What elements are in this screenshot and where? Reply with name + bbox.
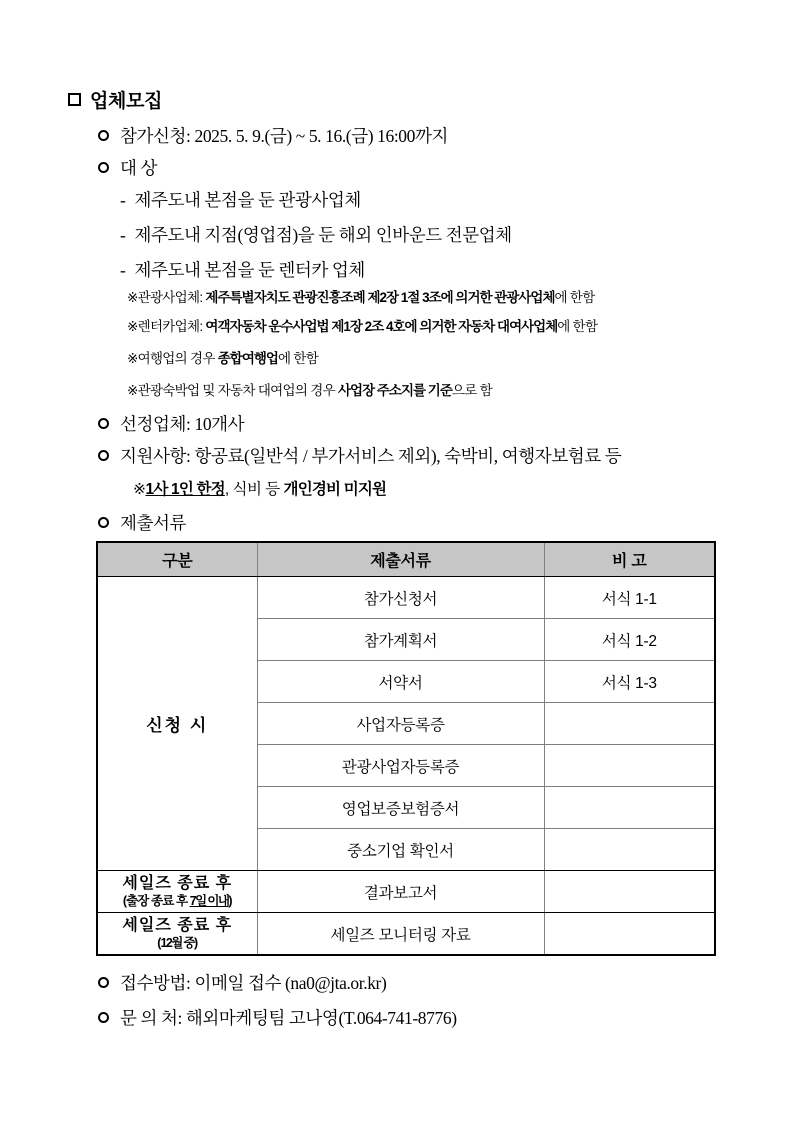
remark bbox=[544, 787, 715, 829]
target-entry-1 bbox=[120, 187, 361, 212]
circle-bullet-icon bbox=[98, 977, 109, 988]
target-entry-3-text: 제주도내 본점을 둔 렌터카 업체 bbox=[134, 260, 365, 280]
circle-bullet-icon bbox=[98, 450, 109, 461]
list-item-documents bbox=[98, 510, 186, 535]
page-title-text: 업체모집 bbox=[90, 91, 163, 112]
support-note-mid: , 식비 등 bbox=[224, 481, 284, 498]
circle-bullet-icon bbox=[98, 418, 109, 429]
stage-sub-post: ) bbox=[228, 893, 232, 908]
support-note-emphasis: 1사 1인 한정 bbox=[145, 481, 225, 498]
submission-documents-table bbox=[96, 541, 716, 956]
stage-sub-text bbox=[98, 936, 257, 950]
note-3-suffix: 에 한함 bbox=[277, 351, 319, 366]
circle-bullet-icon bbox=[98, 517, 109, 528]
support-label: 지원사항: bbox=[120, 446, 191, 466]
square-bullet-icon bbox=[68, 93, 81, 106]
list-item-selected-companies bbox=[98, 411, 244, 436]
note-1-suffix: 에 한함 bbox=[554, 290, 595, 305]
document-name: 참가신청서 bbox=[257, 577, 544, 619]
contact-value: 해외마케팅팀 고나영(T.064-741-8776) bbox=[185, 1008, 457, 1028]
target-entry-2-text: 제주도내 지점(영업점)을 둔 해외 인바운드 전문업체 bbox=[134, 225, 512, 245]
submission-method-label: 접수방법: bbox=[120, 973, 191, 993]
note-2-suffix: 에 한함 bbox=[557, 319, 598, 334]
note-1-prefix: ※관광사업체: bbox=[127, 290, 206, 305]
document-name: 참가계획서 bbox=[257, 619, 544, 661]
selected-companies-label: 선정업체: bbox=[120, 414, 191, 434]
application-period-value: 2025. 5. 9.(금) ~ 5. 16.(금) 16:00까지 bbox=[194, 126, 449, 146]
note-3-bold: 종합여행업 bbox=[217, 351, 278, 366]
circle-bullet-icon bbox=[98, 1012, 109, 1023]
note-1 bbox=[127, 286, 595, 306]
note-2 bbox=[127, 315, 597, 335]
list-item-contact bbox=[98, 1005, 457, 1030]
table-body bbox=[97, 577, 715, 956]
support-value: 항공료(일반석 / 부가서비스 제외), 숙박비, 여행자보험료 등 bbox=[194, 446, 622, 466]
note-4 bbox=[127, 379, 492, 399]
remark: 서식 1-2 bbox=[544, 619, 715, 661]
remark: 서식 1-1 bbox=[544, 577, 715, 619]
table-header-remarks: 비 고 bbox=[544, 542, 715, 577]
document-name: 결과보고서 bbox=[257, 871, 544, 913]
document-name: 관광사업자등록증 bbox=[257, 745, 544, 787]
note-4-prefix: ※관광숙박업 및 자동차 대여업의 경우 bbox=[127, 383, 338, 398]
stage-sub-pre: (출장 종료 후 bbox=[122, 893, 190, 908]
stage-main-text: 세일즈 종료 후 bbox=[122, 917, 233, 935]
remark bbox=[544, 871, 715, 913]
note-1-bold: 제주특별자치도 관광진흥조례 제2장 1절 3조에 의거한 관광사업체 bbox=[205, 290, 555, 305]
support-note-prefix: ※ bbox=[133, 481, 146, 498]
circle-bullet-icon bbox=[98, 130, 109, 141]
table-row bbox=[97, 913, 715, 956]
note-3 bbox=[127, 347, 318, 367]
remark: 서식 1-3 bbox=[544, 661, 715, 703]
table-row bbox=[97, 871, 715, 913]
note-3-prefix: ※여행업의 경우 bbox=[127, 351, 218, 366]
document-name: 서약서 bbox=[257, 661, 544, 703]
stage-cell-after-sales-2 bbox=[97, 913, 257, 956]
stage-sub-text bbox=[98, 894, 257, 908]
stage-sub-post: ) bbox=[194, 935, 198, 950]
stage-sub-emphasis: 7일 이내 bbox=[189, 893, 229, 908]
target-entry-1-text: 제주도내 본점을 둔 관광사업체 bbox=[134, 190, 361, 210]
support-note bbox=[133, 477, 386, 499]
remark bbox=[544, 745, 715, 787]
note-2-bold: 여객자동차 운수사업법 제1장 2조 4호에 의거한 자동차 대여사업체 bbox=[205, 319, 558, 334]
document-name: 사업자등록증 bbox=[257, 703, 544, 745]
remark bbox=[544, 829, 715, 871]
table-header-category: 구분 bbox=[97, 542, 257, 577]
contact-label: 문 의 처: bbox=[120, 1008, 182, 1028]
dash-marker: - bbox=[120, 190, 126, 210]
note-4-suffix: 으로 함 bbox=[451, 383, 492, 398]
table-header-documents: 제출서류 bbox=[257, 542, 544, 577]
list-item-submission-method bbox=[98, 970, 386, 995]
stage-cell-apply: 신청 시 bbox=[97, 577, 257, 871]
list-item-application-period bbox=[98, 123, 448, 148]
list-item-target bbox=[98, 155, 157, 180]
stage-sub-emphasis: 12월 중 bbox=[160, 935, 195, 950]
table-header-row bbox=[97, 542, 715, 577]
dash-marker: - bbox=[120, 225, 126, 245]
submission-method-value: 이메일 접수 (na0@jta.or.kr) bbox=[194, 973, 387, 993]
document-name: 영업보증보험증서 bbox=[257, 787, 544, 829]
support-note-bold: 개인경비 미지원 bbox=[283, 481, 387, 498]
stage-cell-after-sales-1 bbox=[97, 871, 257, 913]
remark bbox=[544, 913, 715, 956]
table-row bbox=[97, 577, 715, 619]
dash-marker: - bbox=[120, 260, 126, 280]
page-title bbox=[68, 86, 162, 113]
note-4-bold: 사업장 주소지를 기준 bbox=[337, 383, 452, 398]
target-entry-2 bbox=[120, 222, 512, 247]
target-entry-3 bbox=[120, 257, 365, 282]
stage-sub-pre: ( bbox=[157, 935, 161, 950]
circle-bullet-icon bbox=[98, 162, 109, 173]
application-period-label: 참가신청: bbox=[120, 126, 191, 146]
selected-companies-value: 10개사 bbox=[194, 414, 245, 434]
note-2-prefix: ※렌터카업체: bbox=[127, 319, 206, 334]
list-item-support bbox=[98, 443, 621, 468]
remark bbox=[544, 703, 715, 745]
document-name: 중소기업 확인서 bbox=[257, 829, 544, 871]
documents-label: 제출서류 bbox=[120, 513, 187, 533]
target-label: 대 상 bbox=[120, 158, 157, 178]
stage-main-text: 세일즈 종료 후 bbox=[122, 875, 233, 893]
document-name: 세일즈 모니터링 자료 bbox=[257, 913, 544, 956]
